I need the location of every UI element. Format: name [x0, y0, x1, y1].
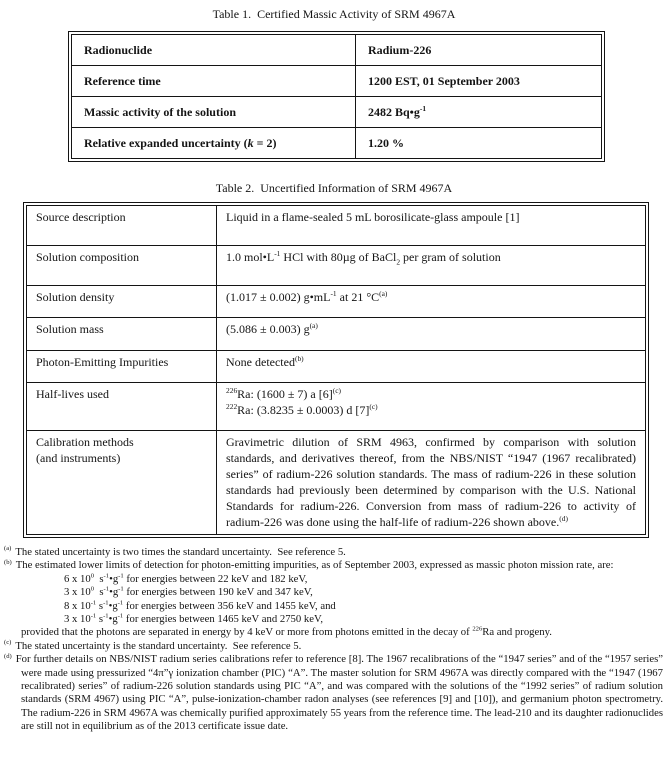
row-label — [27, 431, 217, 535]
row-value: 1.20 % — [356, 128, 602, 159]
row-label: Source description — [27, 206, 217, 246]
row-value: 1200 EST, 01 September 2003 — [356, 66, 602, 97]
table1-title: Table 1. Certified Massic Activity of SRM 4967A — [212, 7, 456, 21]
row-value: (5.086 ± 0.003) $g^{(a)}$ — [217, 318, 646, 351]
table1-row-uncertainty — [72, 128, 602, 159]
row-label: Photon-Emitting Impurities — [27, 351, 217, 383]
footnote-c-marker: (c) — [4, 639, 12, 647]
row-value: None detected$^{(b)}$ — [217, 351, 646, 383]
table2-row-source-description — [27, 206, 646, 246]
footnote-d-marker: (d) — [4, 652, 12, 660]
row-label: Relative expanded uncertainty (k = 2) — [72, 128, 356, 159]
row-label: Radionuclide — [72, 35, 356, 66]
footnote-d — [4, 653, 663, 733]
footnote-b-limit-2: 3 x $10^0$ $s^{-1}•g^{-1}$ for energies between 190 keV and 347 keV, — [64, 585, 313, 599]
row-label: Solution density — [27, 286, 217, 318]
footnotes — [4, 546, 663, 734]
row-label: Solution mass — [27, 318, 217, 351]
footnote-b — [4, 559, 663, 572]
table1-row-massic-activity — [72, 97, 602, 128]
row-value: (1.017 ± 0.002) $g•mL^{-1}$ at 21 $^\circ C^{(a)}$ — [217, 286, 646, 318]
footnote-c-text: The stated uncertainty is the standard uncertainty. See reference 5. — [15, 639, 302, 652]
footnote-b-limit-4: 3 x $10^{-1}$ $s^{-1}•g^{-1}$ for energies between 1465 keV and 2750 keV, — [64, 612, 323, 626]
row-label: Solution composition — [27, 246, 217, 286]
row-value: Gravimetric dilution of SRM 4963, confirmed by comparison with solution standards, and derivatives thereof, from the NBS/NIST “1947 (1967 recalibrated) series” of radium-226 solution standards. The mass of radium-226 in these solution standards had previously been determined by comparison with the U.S. National Standards for radium-226. Conversion from mass of radium-226 to activity of radium-226 was done using the half-life of radium-226 shown above.$^{(d)}$ — [217, 431, 646, 535]
row-label: Massic activity of the solution — [72, 97, 356, 128]
half-life-ra222: $^{222}$Ra: (3.8235 ± 0.0003) d $[7]^{(c)}$ — [226, 402, 378, 417]
calibration-label-line2: (and instruments) — [36, 451, 121, 465]
table1 — [68, 31, 605, 162]
row-label: Half-lives used — [27, 383, 217, 431]
table1-row-radionuclide — [72, 35, 602, 66]
half-life-ra226: $^{226}$Ra: (1600 ± 7) a $[6]^{(c)}$ — [226, 386, 341, 401]
table2-row-half-lives — [27, 383, 646, 431]
table2-row-solution-density — [27, 286, 646, 318]
footnote-b-text: The estimated lower limits of detection for photon-emitting impurities, as of September 2003, expressed as massic photon mission rate, are: — [15, 559, 614, 572]
calibration-label-line1: Calibration methods — [36, 435, 134, 449]
footnote-c — [4, 640, 663, 653]
table2-row-solution-mass — [27, 318, 646, 351]
footnote-b-limit-3: 8 x $10^{-1}$ $s^{-1}•g^{-1}$ for energies between 356 keV and 1455 keV, and — [64, 599, 336, 612]
row-value: 1.0 $mol•L^{-1}$ HCl with 80µg of BaCl$_2$ per gram of solution — [217, 246, 646, 286]
row-value: Liquid in a flame-sealed 5 mL borosilicate-glass ampoule [1] — [217, 206, 646, 246]
row-value: Radium-226 — [356, 35, 602, 66]
footnote-b-proviso: provided that the photons are separated in energy by 4 keV or more from photons emitted in the decay of $^{226}$Ra and progeny. — [21, 625, 552, 639]
footnote-d-text: For further details on NBS/NIST radium series calibrations refer to reference [8]. The 1967 recalibrations of the “1947 series” and of the “1957 series” were made using pressurized “4π”γ ionization chamber (PIC) “A”. The master solution for SRM 4967A was directly compared with the “1947 (1967 recalibrated) series” of radium-226 solution standards using PIC “A”, and was compared with the solutions of the “1992 series” of radium solution standards (SRM 4967) using PIC “A”, pulse-ionization-chamber radon analyses (see references [9] and [10]), and germanium photon spectrometry. The radium-226 in SRM 4967A was chemically purified approximately 55 years from the reference time. The lead-210 and its daughter radionuclides are still not in equilibrium as of the 2013 certificate issue date. — [15, 653, 663, 733]
footnote-a — [4, 546, 663, 559]
footnote-a-marker: (a) — [4, 545, 12, 553]
table1-row-reference-time — [72, 66, 602, 97]
footnote-b-limit-1: 6 x $10^0$ $s^{-1}•g^{-1}$ for energies between 22 keV and 182 keV, — [64, 572, 308, 585]
footnote-b-marker: (b) — [4, 558, 12, 566]
table2 — [23, 202, 649, 538]
table2-row-solution-composition — [27, 246, 646, 286]
row-value — [217, 383, 646, 431]
table2-row-calibration-methods — [27, 431, 646, 535]
table2-title: Table 2. Uncertified Information of SRM 4967A — [215, 181, 453, 195]
row-value: 2482 $Bq•g^{-1}$ — [356, 97, 602, 128]
footnote-a-text: The stated uncertainty is two times the standard uncertainty. See reference 5. — [15, 546, 346, 558]
table2-row-photon-impurities — [27, 351, 646, 383]
row-label: Reference time — [72, 66, 356, 97]
